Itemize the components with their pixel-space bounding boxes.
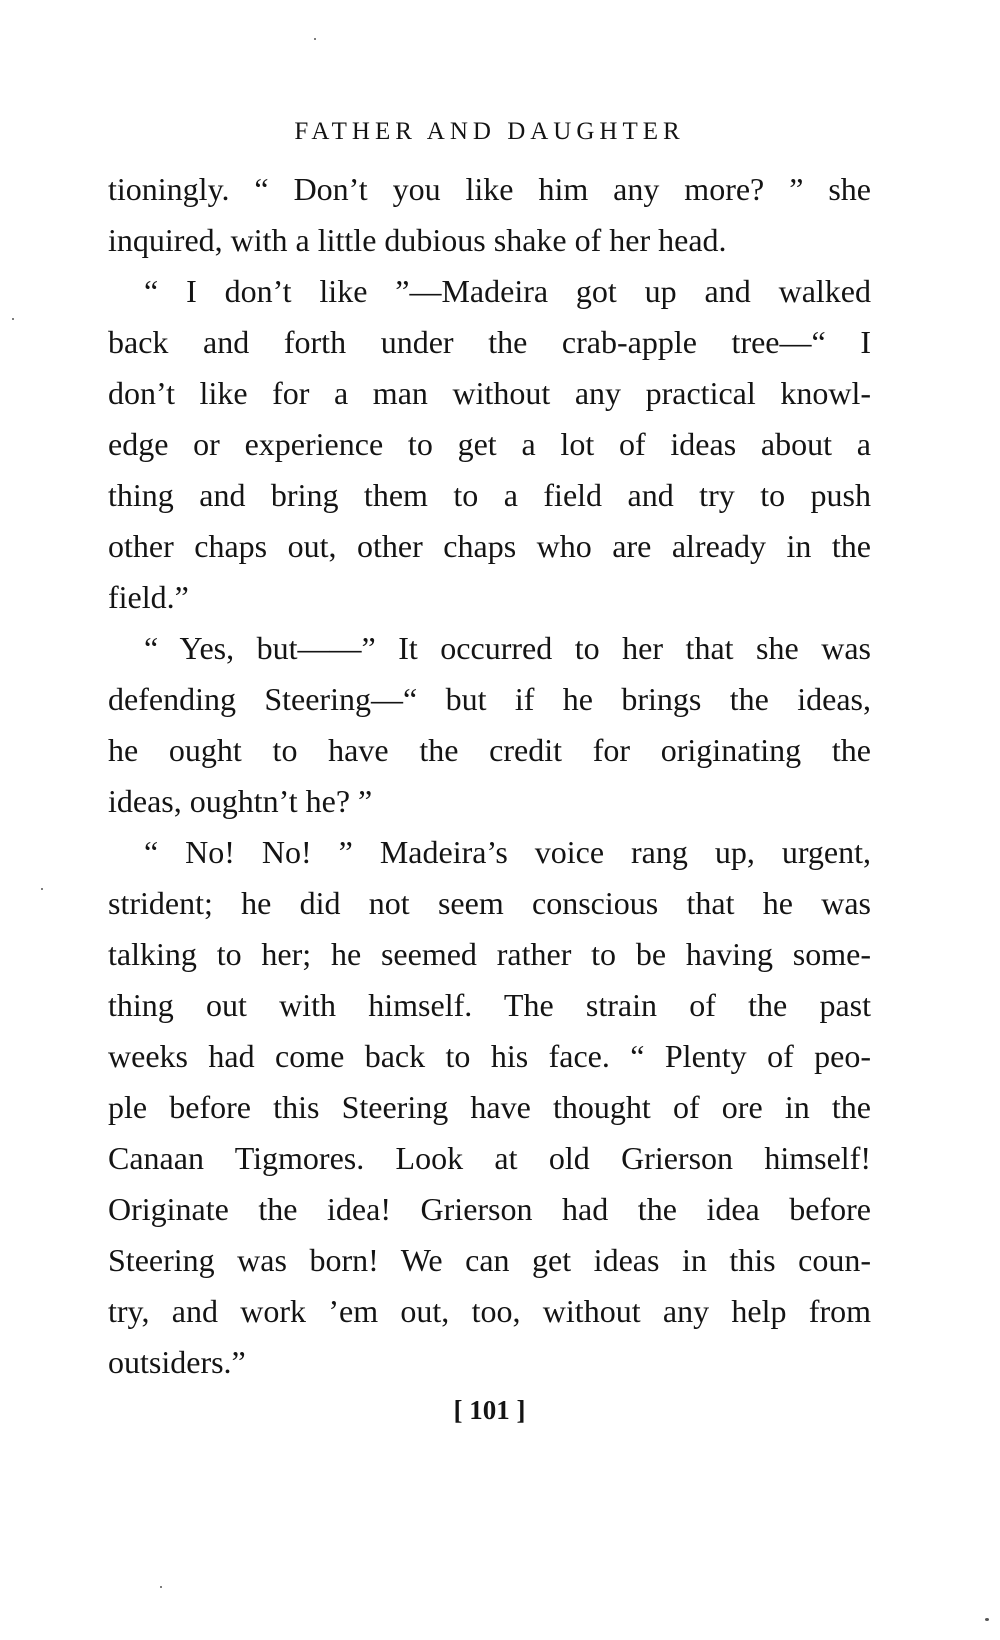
text-line: defending Steering—“ but if he brings the ideas, — [108, 681, 871, 717]
text-line: “ I don’t like ”—Madeira got up and walked — [144, 273, 871, 309]
text-line: don’t like for a man without any practical knowl- — [108, 375, 871, 411]
text-line: tioningly. “ Don’t you like him any more? ” she — [108, 171, 871, 207]
text-line: strident; he did not seem conscious that he was — [108, 885, 871, 921]
running-title: FATHER AND DAUGHTER — [294, 118, 685, 145]
text-line: inquired, with a little dubious shake of her head. — [108, 222, 727, 258]
text-line: outsiders.” — [108, 1344, 246, 1380]
text-line: edge or experience to get a lot of ideas about a — [108, 426, 871, 462]
text-line: “ No! No! ” Madeira’s voice rang up, urgent, — [144, 834, 871, 870]
paper-speck — [160, 1586, 162, 1588]
text-line: field.” — [108, 579, 189, 615]
page-number: [ 101 ] — [453, 1395, 526, 1425]
paper-speck — [41, 888, 43, 890]
text-line: try, and work ’em out, too, without any help from — [108, 1293, 871, 1329]
text-line: thing and bring them to a field and try to push — [108, 477, 871, 513]
paper-speck — [314, 38, 316, 40]
text-line: weeks had come back to his face. “ Plenty of peo- — [108, 1038, 871, 1074]
text-line: thing out with himself. The strain of the past — [108, 987, 871, 1023]
text-line: other chaps out, other chaps who are already in the — [108, 528, 871, 564]
body-text — [108, 164, 871, 1388]
text-line: back and forth under the crab-apple tree—“ I — [108, 324, 871, 360]
text-line: Originate the idea! Grierson had the idea before — [108, 1191, 871, 1227]
text-line: talking to her; he seemed rather to be having some- — [108, 936, 871, 972]
text-line: “ Yes, but——” It occurred to her that she was — [144, 630, 871, 666]
text-line: he ought to have the credit for originating the — [108, 732, 871, 768]
text-line: ideas, oughtn’t he? ” — [108, 783, 373, 819]
text-line: ple before this Steering have thought of ore in the — [108, 1089, 871, 1125]
paper-speck — [985, 1618, 989, 1621]
paper-speck — [12, 318, 14, 320]
text-line: Canaan Tigmores. Look at old Grierson himself! — [108, 1140, 871, 1176]
text-line: Steering was born! We can get ideas in this coun- — [108, 1242, 871, 1278]
